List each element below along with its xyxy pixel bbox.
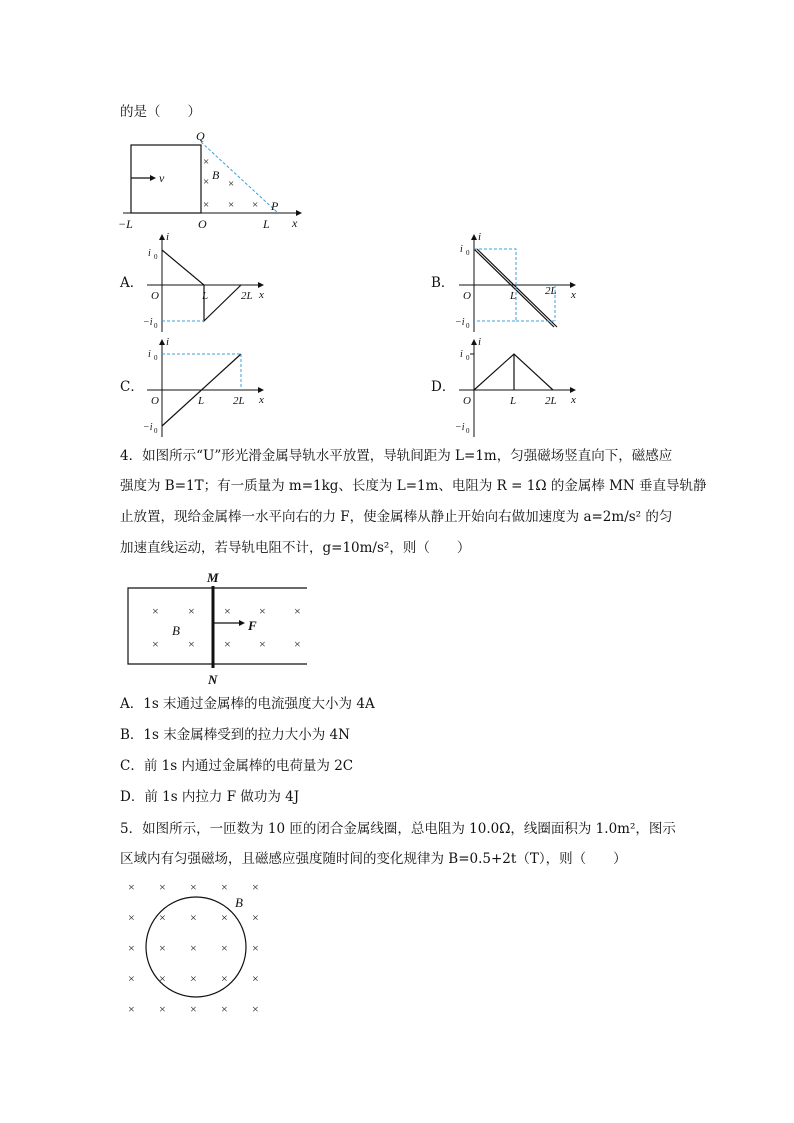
cross-mark: ×	[128, 880, 135, 894]
cross-mark: ×	[203, 176, 210, 188]
graph-i0-label: i	[460, 349, 463, 360]
cross-mark: ×	[221, 910, 228, 925]
q3-graph-a	[143, 231, 277, 332]
q3-v-label: v	[159, 171, 165, 185]
cross-mark: ×	[221, 1002, 228, 1016]
cross-mark: ×	[252, 880, 259, 894]
graph-i0-sub: 0	[154, 354, 158, 362]
graph-i0-label: i	[460, 244, 463, 255]
graph-neg-i0-label: −i	[455, 317, 465, 328]
graph-L-label: L	[510, 290, 517, 302]
cross-mark: ×	[188, 604, 195, 618]
q4-stem-line2: 强度为 B=1T；有一质量为 m=1kg、长度为 L=1m、电阻为 R = 1Ω 的金属棒 MN 垂直导轨静	[120, 478, 707, 494]
cross-mark: ×	[252, 910, 259, 925]
graph-L-label: L	[510, 395, 517, 407]
graph-2L-label: 2L	[545, 395, 557, 407]
cross-mark: ×	[159, 1002, 166, 1016]
cross-mark: ×	[152, 604, 159, 618]
cross-mark: ×	[259, 637, 266, 651]
graph-2L-label: 2L	[545, 285, 557, 297]
graph-i0-sub: 0	[466, 249, 470, 257]
q4-option-a[interactable]: A．1s 末通过金属棒的电流强度大小为 4A	[120, 696, 375, 712]
cross-mark: ×	[190, 941, 197, 955]
graph-neg-i0-label: −i	[455, 422, 465, 433]
graph-i-label: i	[478, 231, 482, 243]
graph-i0-sub: 0	[154, 427, 158, 435]
q4-F-label: F	[248, 618, 257, 633]
q4-stem-line1: 4．如图所示“U”形光滑金属导轨水平放置，导轨间距为 L=1m，匀强磁场竖直向下，磁感应	[120, 448, 673, 464]
cross-mark: ×	[190, 880, 197, 894]
q4-M-label: M	[207, 570, 219, 585]
q3-figure	[118, 129, 318, 231]
cross-mark: ×	[228, 199, 235, 211]
cross-mark: ×	[190, 971, 197, 986]
graph-i-label: i	[166, 336, 170, 348]
q3-B-label: B	[212, 168, 220, 182]
cross-mark: ×	[190, 1002, 197, 1016]
cross-mark: ×	[294, 604, 301, 618]
cross-mark: ×	[159, 971, 166, 986]
graph-i0-sub: 0	[466, 354, 470, 362]
q3-option-b-label[interactable]: B．	[431, 275, 455, 291]
graph-O-label: O	[463, 290, 471, 302]
cross-mark: ×	[203, 199, 210, 211]
graph-neg-i0-label: −i	[143, 317, 153, 328]
q4-option-b[interactable]: B．1s 末金属棒受到的拉力大小为 4N	[120, 727, 350, 743]
q4-N-label: N	[208, 672, 218, 687]
q3-graph-b	[455, 231, 589, 332]
graph-2L-label: 2L	[241, 290, 253, 302]
graph-i0-label: i	[148, 248, 151, 259]
q3-graph-d	[455, 336, 589, 437]
q4-figure	[122, 568, 322, 688]
graph-O-label: O	[151, 290, 159, 302]
cross-mark: ×	[259, 604, 266, 618]
q3-option-a-label[interactable]: A．	[120, 275, 144, 291]
graph-i0-sub: 0	[154, 322, 158, 330]
cross-mark: ×	[159, 880, 166, 894]
graph-neg-i0-label: −i	[143, 422, 153, 433]
cross-mark: ×	[203, 156, 210, 168]
q4-stem-line3: 止放置，现给金属棒一水平向右的力 F，使金属棒从静止开始向右做加速度为 a=2m/s² 的匀	[120, 509, 673, 525]
cross-mark: ×	[159, 941, 166, 955]
cross-mark: ×	[188, 637, 195, 651]
graph-i0-sub: 0	[466, 322, 470, 330]
q3-L-label: L	[263, 217, 270, 231]
q3-O-label: O	[198, 217, 207, 231]
q3-P-label: P	[271, 199, 279, 213]
cross-mark: ×	[128, 910, 135, 925]
cross-mark: ×	[128, 971, 135, 986]
graph-L-label: L	[198, 395, 205, 407]
cross-mark: ×	[252, 941, 259, 955]
graph-i0-sub: 0	[466, 427, 470, 435]
graph-i0-sub: 0	[154, 253, 158, 261]
graph-x-label: x	[571, 289, 576, 301]
cross-mark: ×	[159, 910, 166, 925]
cross-mark: ×	[224, 604, 231, 618]
q3-Q-label: Q	[196, 129, 205, 143]
graph-x-label: x	[571, 394, 576, 406]
q3-stem-tail: 的是（ ）	[120, 104, 201, 120]
q3-minusL-label: −L	[118, 217, 133, 231]
graph-x-label: x	[259, 394, 264, 406]
cross-mark: ×	[228, 178, 235, 190]
cross-mark: ×	[252, 1002, 259, 1016]
q5-stem-line1: 5．如图所示，一匝数为 10 匝的闭合金属线圈，总电阻为 10.0Ω，线圈面积为 1.0m²，图示	[120, 821, 676, 837]
q3-option-c-label[interactable]: C．	[120, 379, 144, 395]
cross-mark: ×	[224, 637, 231, 651]
graph-i-label: i	[478, 336, 482, 348]
q5-stem-line2: 区域内有匀强磁场，且磁感应强度随时间的变化规律为 B=0.5+2t（T），则（ ）	[120, 851, 627, 867]
q4-option-d[interactable]: D．前 1s 内拉力 F 做功为 4J	[120, 789, 300, 805]
cross-mark: ×	[190, 910, 197, 925]
q4-option-c[interactable]: C．前 1s 内通过金属棒的电荷量为 2C	[120, 758, 354, 774]
graph-i0-label: i	[148, 349, 151, 360]
graph-O-label: O	[463, 395, 471, 407]
q4-stem-line4: 加速直线运动，若导轨电阻不计，g=10m/s²，则（ ）	[120, 540, 471, 556]
graph-2L-label: 2L	[233, 395, 245, 407]
q3-graph-c	[143, 336, 277, 437]
cross-mark: ×	[221, 941, 228, 955]
cross-mark: ×	[252, 199, 259, 211]
q5-B-label: B	[235, 895, 243, 910]
cross-mark: ×	[221, 880, 228, 894]
cross-mark: ×	[221, 971, 228, 986]
q3-option-d-label[interactable]: D．	[431, 379, 456, 395]
graph-x-label: x	[259, 289, 264, 301]
q5-figure	[122, 877, 282, 1017]
cross-mark: ×	[152, 637, 159, 651]
q3-x-label: x	[292, 216, 298, 230]
cross-mark: ×	[294, 637, 301, 651]
cross-mark: ×	[252, 971, 259, 986]
q4-B-label: B	[172, 623, 180, 638]
cross-mark: ×	[128, 941, 135, 955]
graph-i-label: i	[166, 231, 170, 243]
graph-L-label: L	[202, 290, 209, 302]
cross-mark: ×	[128, 1002, 135, 1016]
graph-O-label: O	[151, 395, 159, 407]
